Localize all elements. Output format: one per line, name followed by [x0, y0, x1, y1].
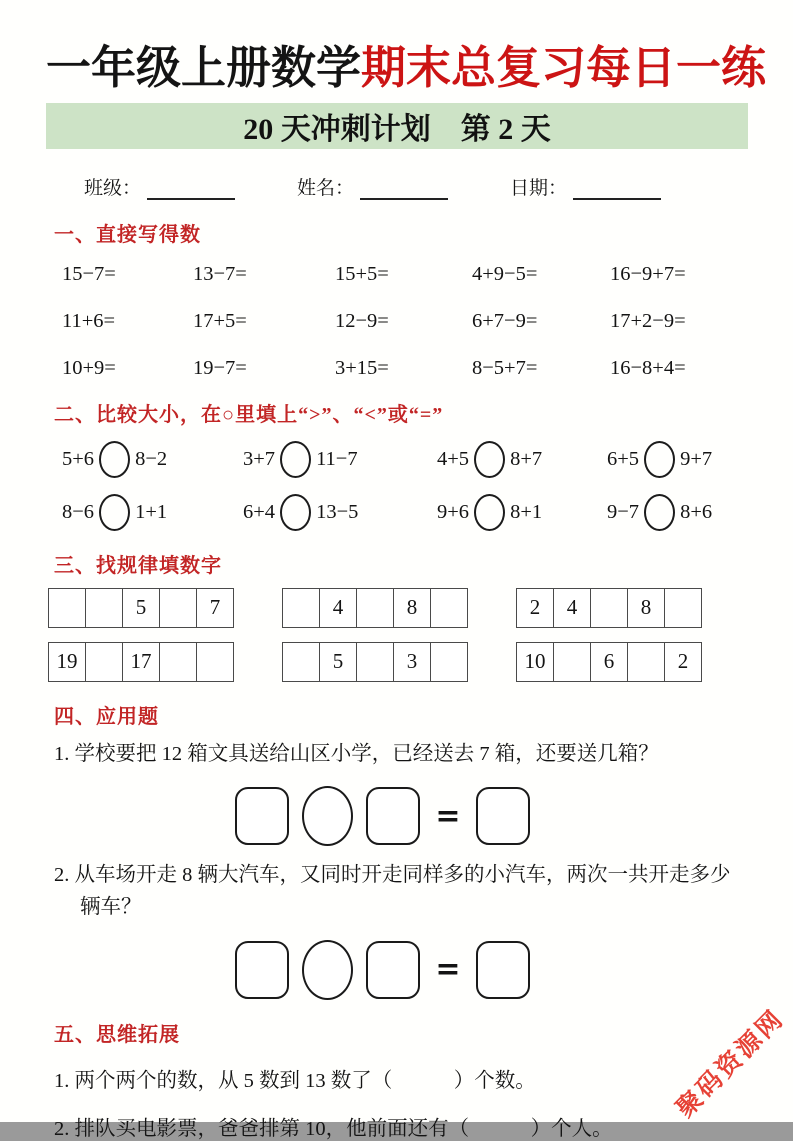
arithmetic-problem: 12−9=: [335, 309, 389, 332]
sequence-cell: 2: [516, 588, 554, 628]
name-label: 姓名：: [297, 177, 355, 199]
right-expression: 8+7: [510, 447, 543, 470]
right-expression: 11−7: [316, 447, 358, 470]
sequence-cell: 10: [516, 642, 554, 682]
right-expression: 9+7: [680, 447, 713, 470]
sequence-table: [516, 642, 702, 682]
date-field: [510, 173, 661, 200]
sequence-cell[interactable]: [48, 588, 86, 628]
word-problem-2-line2: 辆车？: [80, 896, 142, 919]
sequence-cell[interactable]: [431, 588, 468, 628]
sequence-cell: 4: [320, 588, 357, 628]
student-info-row: [84, 173, 749, 200]
sequence-cell: 3: [394, 642, 431, 682]
sequence-cell[interactable]: [86, 588, 123, 628]
sequence-cell[interactable]: [86, 642, 123, 682]
operator-circle[interactable]: [302, 940, 353, 1000]
comparison-circle[interactable]: [99, 494, 130, 531]
banner-text: 20 天冲刺计划 第 2 天: [243, 112, 551, 146]
sequence-table: [516, 588, 702, 628]
arithmetic-problem: 17+2−9=: [610, 309, 686, 332]
arithmetic-problem: 13−7=: [193, 262, 247, 285]
arithmetic-problem: 16−8+4=: [610, 356, 686, 379]
comparison-item: [62, 441, 243, 478]
sequence-cell: 2: [665, 642, 702, 682]
comparison-item: [607, 494, 749, 531]
left-expression: 8−6: [62, 500, 95, 523]
sequence-cell: 8: [628, 588, 665, 628]
operator-circle[interactable]: [302, 786, 353, 846]
answer-shapes-row-1: [46, 786, 719, 846]
arithmetic-problem: 6+7−9=: [472, 309, 538, 332]
arithmetic-problem: 11+6=: [62, 309, 116, 332]
sequence-cell[interactable]: [160, 642, 197, 682]
sequence-cell: 7: [197, 588, 234, 628]
arithmetic-problem: 15−7=: [62, 262, 116, 285]
section4-heading: 四、应用题: [54, 705, 159, 728]
comparison-item: [243, 494, 437, 531]
equals-sign: =: [435, 798, 461, 834]
title-red-part: 期末总复习每日一练: [361, 43, 767, 93]
comparison-circle[interactable]: [644, 441, 675, 478]
comparison-circle[interactable]: [99, 441, 130, 478]
plan-banner: [46, 103, 748, 149]
sequence-cell: 19: [48, 642, 86, 682]
sequence-cell: 17: [123, 642, 160, 682]
answer-box[interactable]: [366, 787, 420, 845]
name-field: [297, 173, 448, 200]
right-expression: 8+1: [510, 500, 543, 523]
right-expression: 13−5: [316, 500, 359, 523]
left-expression: 9−7: [607, 500, 640, 523]
comparison-item: [243, 441, 437, 478]
answer-box[interactable]: [476, 787, 530, 845]
arithmetic-grid: [62, 263, 749, 380]
right-expression: 8+6: [680, 500, 713, 523]
sequence-table: [48, 588, 234, 628]
arithmetic-problem: 8−5+7=: [472, 356, 538, 379]
left-expression: 5+6: [62, 447, 95, 470]
left-expression: 6+5: [607, 447, 640, 470]
arithmetic-problem: 19−7=: [193, 356, 247, 379]
thinking-item-2: 2. 排队买电影票，爸爸排第 10，他前面还有（ ）个人。: [54, 1117, 613, 1140]
section1-heading: 一、直接写得数: [54, 223, 201, 246]
arithmetic-problem: 10+9=: [62, 356, 116, 379]
comparison-item: [62, 494, 243, 531]
answer-box[interactable]: [476, 941, 530, 999]
sequence-cell[interactable]: [357, 642, 394, 682]
page-title: [46, 43, 767, 93]
class-label: 班级：: [84, 177, 142, 199]
equals-sign: =: [435, 952, 461, 988]
left-expression: 9+6: [437, 500, 470, 523]
sequence-cell[interactable]: [591, 588, 628, 628]
comparison-circle[interactable]: [644, 494, 675, 531]
sequence-table: [282, 588, 468, 628]
sequence-cell: 8: [394, 588, 431, 628]
arithmetic-problem: 16−9+7=: [610, 262, 686, 285]
left-expression: 3+7: [243, 447, 276, 470]
sequence-cell[interactable]: [431, 642, 468, 682]
sequence-cell[interactable]: [197, 642, 234, 682]
comparison-circle[interactable]: [474, 494, 505, 531]
sequence-cell[interactable]: [554, 642, 591, 682]
sequence-cell: 5: [123, 588, 160, 628]
sequence-cell[interactable]: [160, 588, 197, 628]
sequence-cell: 6: [591, 642, 628, 682]
date-input-line[interactable]: [573, 182, 661, 200]
right-expression: 1+1: [135, 500, 168, 523]
sequence-cell[interactable]: [282, 588, 320, 628]
section2-heading: 二、比较大小，在○里填上“>”、“<”或“=”: [54, 403, 444, 426]
comparison-item: [437, 441, 607, 478]
comparison-circle[interactable]: [280, 494, 311, 531]
comparison-item: [437, 494, 607, 531]
sequence-cell[interactable]: [628, 642, 665, 682]
arithmetic-problem: 3+15=: [335, 356, 389, 379]
answer-shapes-row-2: [46, 940, 719, 1000]
word-problem-2: [54, 860, 749, 924]
sequence-cell[interactable]: [665, 588, 702, 628]
sequence-table: [282, 642, 468, 682]
sequence-cell: 4: [554, 588, 591, 628]
sequence-table-row: [48, 642, 749, 682]
sequence-cell: 5: [320, 642, 357, 682]
answer-box[interactable]: [366, 941, 420, 999]
word-problem-1: 1. 学校要把 12 箱文具送给山区小学，已经送去 7 箱，还要送几箱？: [54, 742, 659, 765]
sequence-cell[interactable]: [357, 588, 394, 628]
arithmetic-problem: 15+5=: [335, 262, 389, 285]
word-problem-2-line1: 2. 从车场开走 8 辆大汽车，又同时开走同样多的小汽车，两次一共开走多少: [54, 864, 731, 887]
sequence-cell[interactable]: [282, 642, 320, 682]
comparison-grid: [62, 441, 749, 531]
section5-heading: 五、思维拓展: [54, 1023, 180, 1046]
right-expression: 8−2: [135, 447, 168, 470]
class-field: [84, 173, 235, 200]
section3-heading: 三、找规律填数字: [54, 554, 222, 577]
left-expression: 4+5: [437, 447, 470, 470]
left-expression: 6+4: [243, 500, 276, 523]
date-label: 日期：: [510, 177, 568, 199]
class-input-line[interactable]: [147, 182, 235, 200]
comparison-circle[interactable]: [280, 441, 311, 478]
title-black-part: 一年级上册数学: [46, 43, 362, 93]
sequence-table-row: [48, 588, 749, 628]
answer-box[interactable]: [235, 787, 289, 845]
answer-box[interactable]: [235, 941, 289, 999]
watermark: 聚码资源网: [671, 1004, 790, 1123]
sequence-table: [48, 642, 234, 682]
arithmetic-problem: 17+5=: [193, 309, 247, 332]
name-input-line[interactable]: [360, 182, 448, 200]
arithmetic-problem: 4+9−5=: [472, 262, 538, 285]
comparison-item: [607, 441, 749, 478]
thinking-item-1: 1. 两个两个的数，从 5 数到 13 数了（ ）个数。: [54, 1069, 536, 1092]
comparison-circle[interactable]: [474, 441, 505, 478]
